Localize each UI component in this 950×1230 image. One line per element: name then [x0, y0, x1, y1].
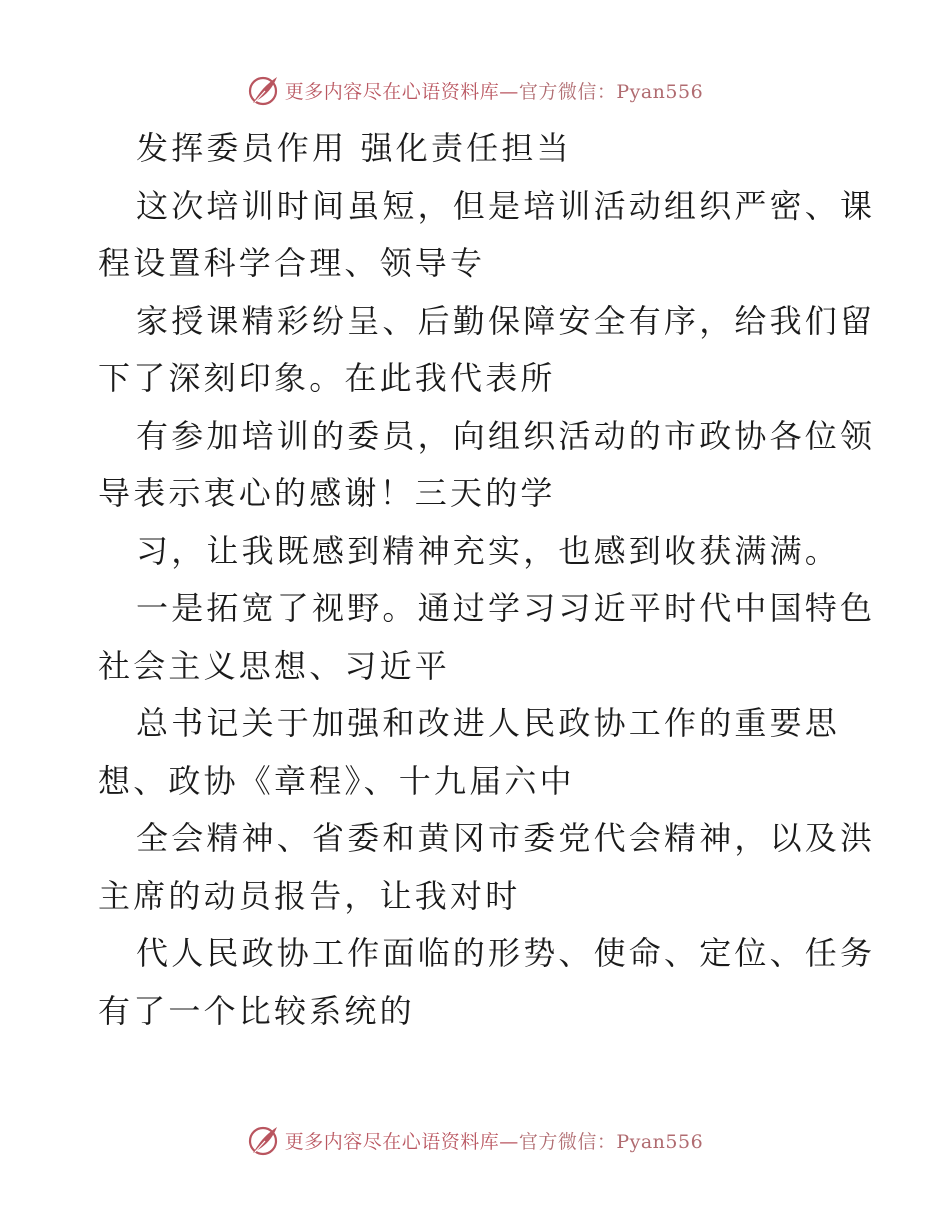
text-line: 有参加培训的委员，向组织活动的市政协各位领: [136, 416, 876, 455]
text-line: 导表示衷心的感谢！三天的学: [98, 474, 556, 512]
text-line: 这次培训时间虽短，但是培训活动组织严密、课: [136, 186, 876, 225]
footer-watermark-banner: [0, 1120, 950, 1160]
quill-pen-logo-icon: [247, 73, 281, 107]
text-line: 家授课精彩纷呈、后勤保障安全有序，给我们留: [136, 301, 876, 340]
banner-text: 更多内容尽在心语资料库—官方微信：Pyan556: [284, 80, 704, 103]
quill-pen-logo-icon: [247, 1123, 281, 1157]
text-line: 代人民政协工作面临的形势、使命、定位、任务: [136, 934, 876, 972]
text-line: 程设置科学合理、领导专: [98, 244, 486, 282]
text-line: 习，让我既感到精神充实，也感到收获满满。: [136, 531, 841, 570]
document-body: [98, 120, 876, 1040]
header-watermark-banner: [0, 70, 950, 110]
text-line: 社会主义思想、习近平: [98, 646, 451, 685]
text-line: 有了一个比较系统的: [98, 991, 415, 1030]
text-line: 发挥委员作用 强化责任担当: [136, 129, 572, 167]
text-line: 全会精神、省委和黄冈市委党代会精神，以及洪: [136, 819, 876, 857]
text-line: 总书记关于加强和改进人民政协工作的重要思: [136, 704, 841, 742]
text-line: 一是拓宽了视野。通过学习习近平时代中国特色: [136, 589, 876, 627]
banner-text: 更多内容尽在心语资料库—官方微信：Pyan556: [284, 1130, 704, 1153]
text-line: 想、政协《章程》、十九届六中: [98, 761, 575, 800]
text-line: 下了深刻印象。在此我代表所: [98, 359, 556, 397]
text-line: 主席的动员报告，让我对时: [98, 876, 521, 915]
